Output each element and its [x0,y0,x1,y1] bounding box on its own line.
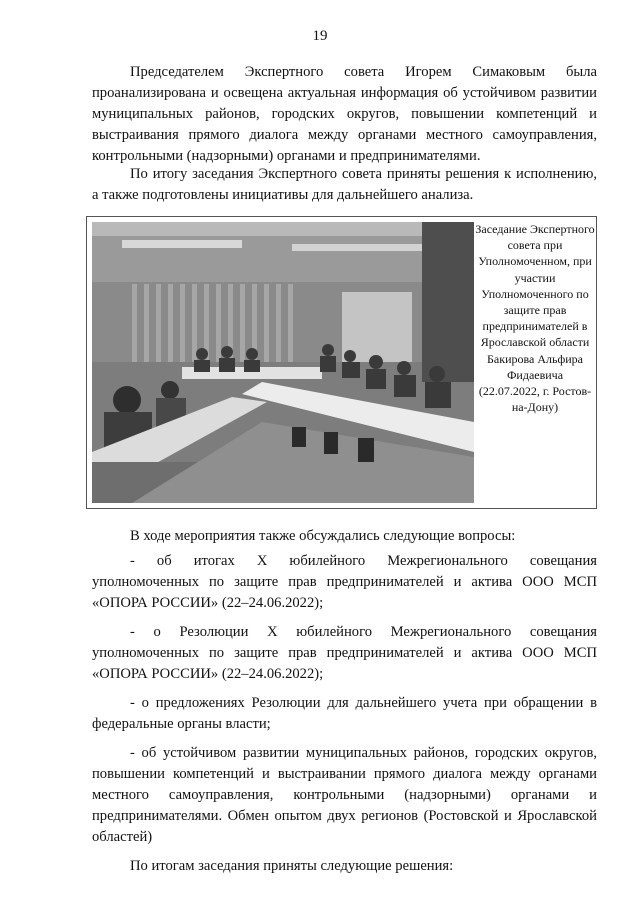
discussion-item: - об итогах X юбилейного Межрегионального совещания уполномоченных по защите прав предпринимателей и актива ООО МСП «ОПОРА РОССИИ» (22–24.06.2022); [92,553,597,611]
figure-caption: Заседание Экспертного совета при Уполномоченном, при участии Уполномоченного по защите прав предпринимателей в Ярославской области Бакирова Альфира Фидаевича (22.07.2022, г. Ростов-на-Дону) [475,222,595,415]
meeting-photo-image [92,222,474,503]
meeting-photo [92,222,474,503]
paragraph-results [92,164,597,206]
decisions-intro: По итогам заседания приняты следующие решения: [130,858,454,874]
paragraph-analysis [92,62,597,167]
discussion-item: - о Резолюции X юбилейного Межрегионального совещания уполномоченных по защите прав предпринимателей и актива ООО МСП «ОПОРА РОССИИ» (22–24.06.2022); [92,624,597,682]
paragraph-text: Председателем Экспертного совета Игорем Симаковым была проанализирована и освещена актуальная информация об устойчивом развитии муниципальных районов, городских округов, повышении компетенций и выстраивания прямого диалога между органами местного самоуправления, контрольными (надзорными) органами и предпринимателями. [92,64,597,164]
paragraph-text: По итогу заседания Экспертного совета приняты решения к исполнению, а также подготовлены инициативы для дальнейшего анализа. [92,166,597,203]
discussion-item: - об устойчивом развитии муниципальных районов, городских округов, повышении компетенций и выстраивании прямого диалога между органами местного самоуправления, контрольными (надзорными) органами и предпринимателями. Обмен опытом двух регионов (Ростовской и Ярославской областей) [92,745,597,845]
meeting-figure [86,216,597,509]
discussion-section [92,526,597,885]
discussion-item: - о предложениях Резолюции для дальнейшего учета при обращении в федеральные органы власти; [92,695,597,732]
page-number: 19 [312,28,328,44]
discussion-intro: В ходе мероприятия также обсуждались следующие вопросы: [130,528,516,544]
